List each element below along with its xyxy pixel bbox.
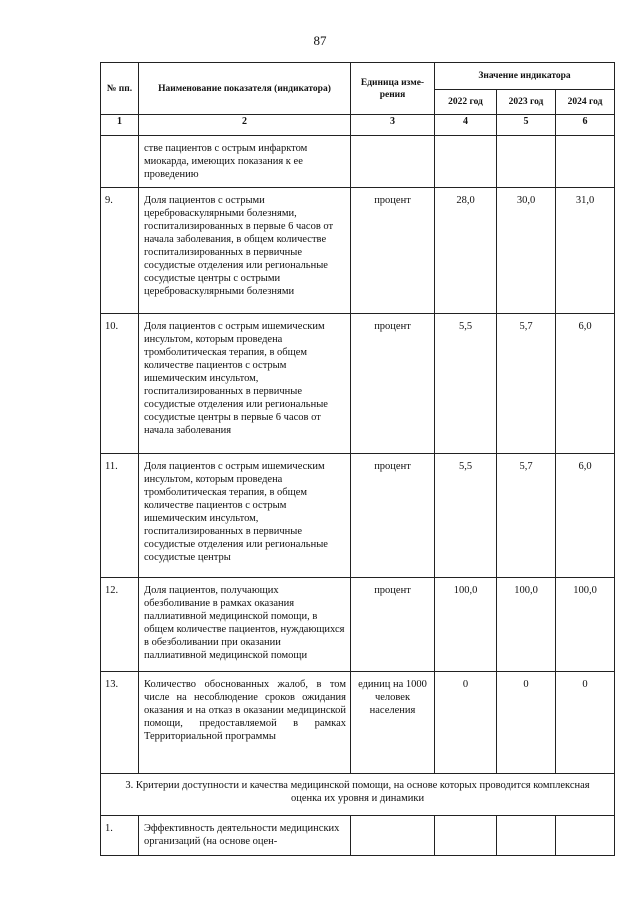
row-unit: единиц на 1000 человек населения xyxy=(351,672,435,774)
table-row xyxy=(101,454,615,578)
table-row xyxy=(101,578,615,672)
table-row xyxy=(101,188,615,314)
header-year-2022: 2022 год xyxy=(435,90,497,115)
table-header-row xyxy=(101,63,615,90)
row-value-2024 xyxy=(556,136,615,188)
row-value-2022: 5,5 xyxy=(435,314,497,454)
column-number: 5 xyxy=(497,115,556,136)
row-value-2023: 30,0 xyxy=(497,188,556,314)
row-value-2022 xyxy=(435,136,497,188)
row-num: 1. xyxy=(101,816,139,856)
row-num: 10. xyxy=(101,314,139,454)
header-unit: Единица изме-рения xyxy=(351,63,435,115)
header-name: Наименование показателя (индикатора) xyxy=(139,63,351,115)
row-value-2024: 0 xyxy=(556,672,615,774)
header-num: № пп. xyxy=(101,63,139,115)
row-value-2023: 5,7 xyxy=(497,454,556,578)
row-value-2022: 100,0 xyxy=(435,578,497,672)
row-name: Доля пациентов, получающих обезболивание в рамках оказания паллиативной медицинской помощи, в общем количестве пациентов, нуждающихся в обезболивании при оказании паллиативной медицинской помощи xyxy=(139,578,351,672)
row-name: Доля пациентов с острым ишемическим инсультом, которым проведена тромболитическая терапия, в общем количестве пациентов с острым ишемическим инсультом, госпитализированных в первичные сосудистые отделения или региональные сосудистые центры в первые 6 часов от начала заболевания xyxy=(139,314,351,454)
row-unit: процент xyxy=(351,314,435,454)
row-num: 12. xyxy=(101,578,139,672)
table-row xyxy=(101,136,615,188)
row-unit: процент xyxy=(351,454,435,578)
row-value-2023: 0 xyxy=(497,672,556,774)
row-num: 11. xyxy=(101,454,139,578)
column-number: 1 xyxy=(101,115,139,136)
row-name: стве пациентов с острым инфарктом миокарда, имеющих показания к ее проведению xyxy=(139,136,351,188)
row-value-2024: 100,0 xyxy=(556,578,615,672)
section-title: 3. Критерии доступности и качества медицинской помощи, на основе которых проводится комплексная оценка их уровня и динамики xyxy=(101,774,615,816)
section-row xyxy=(101,774,615,816)
column-number: 2 xyxy=(139,115,351,136)
row-value-2024: 6,0 xyxy=(556,454,615,578)
row-unit xyxy=(351,136,435,188)
column-number: 6 xyxy=(556,115,615,136)
row-unit: процент xyxy=(351,188,435,314)
row-value-2023 xyxy=(497,816,556,856)
column-numbers-row xyxy=(101,115,615,136)
row-unit: процент xyxy=(351,578,435,672)
row-unit xyxy=(351,816,435,856)
row-value-2022: 0 xyxy=(435,672,497,774)
row-name: Количество обоснованных жалоб, в том числе на несоблюдение сроков ожидания оказания и на отказ в оказании медицинской помощи, предоставляемой в рамках Территориальной программы xyxy=(139,672,351,774)
column-number: 3 xyxy=(351,115,435,136)
row-name: Доля пациентов с острым ишемическим инсультом, которым проведена тромболитическая терапия, в общем количестве пациентов с острым ишемическим инсультом, госпитализированных в первичные сосудистые отделения или региональные сосудистые центры xyxy=(139,454,351,578)
indicators-table xyxy=(100,62,615,856)
row-value-2024 xyxy=(556,816,615,856)
table-row xyxy=(101,672,615,774)
row-num: 13. xyxy=(101,672,139,774)
header-year-2024: 2024 год xyxy=(556,90,615,115)
table-row xyxy=(101,314,615,454)
row-value-2023 xyxy=(497,136,556,188)
header-value-group: Значение индикатора xyxy=(435,63,615,90)
row-value-2022: 28,0 xyxy=(435,188,497,314)
column-number: 4 xyxy=(435,115,497,136)
row-value-2023: 5,7 xyxy=(497,314,556,454)
row-value-2024: 31,0 xyxy=(556,188,615,314)
row-name: Доля пациентов с острыми цереброваскулярными болезнями, госпитализированных в первые 6 часов от начала заболевания, в общем количестве госпитализированных в первичные сосудистые отделения или региональные сосудистые центры с острыми цереброваскулярными болезнями xyxy=(139,188,351,314)
page-number: 87 xyxy=(313,33,327,48)
row-num: 9. xyxy=(101,188,139,314)
row-value-2023: 100,0 xyxy=(497,578,556,672)
header-year-2023: 2023 год xyxy=(497,90,556,115)
row-num xyxy=(101,136,139,188)
row-value-2022 xyxy=(435,816,497,856)
row-name: Эффективность деятельности медицинских организаций (на основе оцен- xyxy=(139,816,351,856)
row-value-2022: 5,5 xyxy=(435,454,497,578)
table-row xyxy=(101,816,615,856)
row-value-2024: 6,0 xyxy=(556,314,615,454)
